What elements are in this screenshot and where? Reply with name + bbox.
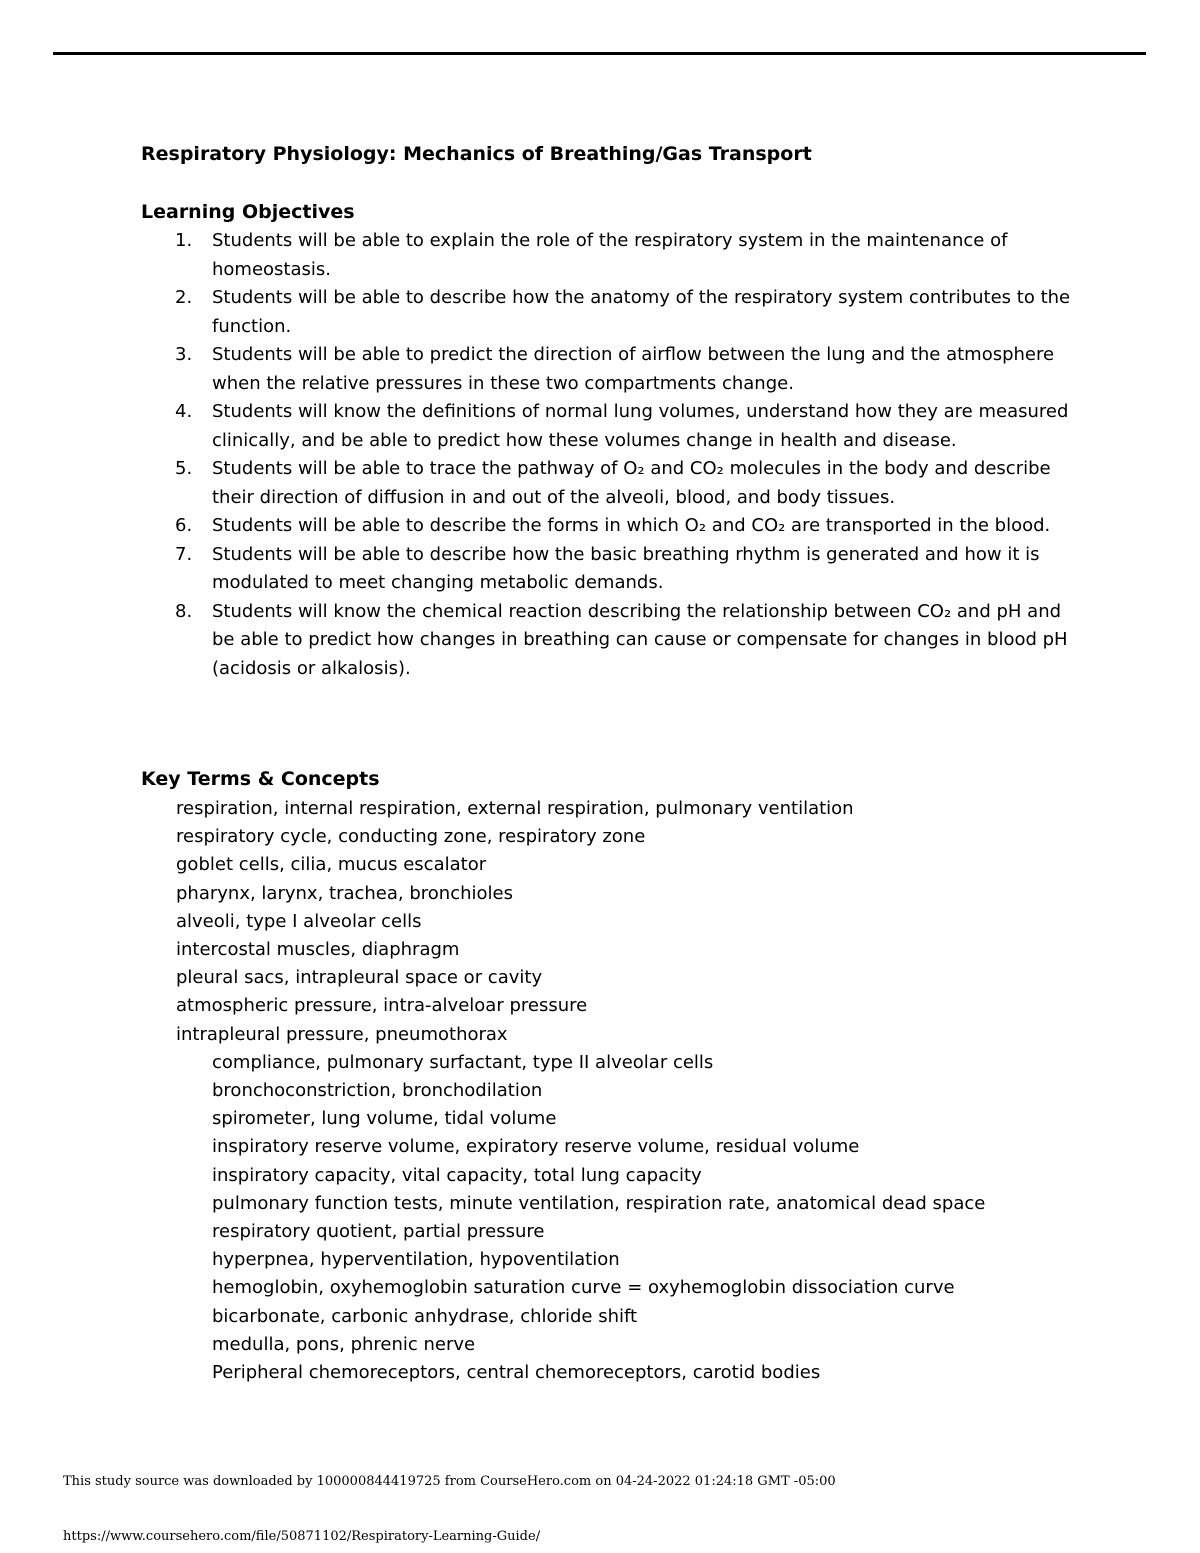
key-term-line: alveoli, type I alveolar cells	[176, 910, 422, 932]
objective-item	[141, 227, 1081, 284]
objective-number: 3.	[175, 344, 193, 365]
objective-text: Students will be able to describe how the basic breathing rhythm is generated and how it is modulated to meet changing metabolic demands.	[212, 543, 1040, 593]
objective-number: 7.	[175, 543, 193, 565]
objective-number: 4.	[175, 401, 193, 422]
key-term-line: intercostal muscles, diaphragm	[176, 939, 460, 961]
key-terms-heading: Key Terms & Concepts	[141, 768, 380, 790]
objective-item	[141, 341, 1081, 398]
key-term-subline: hemoglobin, oxyhemoglobin saturation curve = oxyhemoglobin dissociation curve	[212, 1277, 955, 1299]
key-term-subline: pulmonary function tests, minute ventilation, respiration rate, anatomical dead space	[212, 1192, 986, 1214]
key-term-line: intrapleural pressure, pneumothorax	[176, 1023, 508, 1045]
objective-item	[141, 512, 1081, 541]
key-term-subline: bicarbonate, carbonic anhydrase, chloride shift	[212, 1305, 638, 1327]
key-term-line: atmospheric pressure, intra-alveloar pressure	[176, 995, 588, 1017]
objective-number: 8.	[175, 600, 193, 622]
key-term-subline: Peripheral chemoreceptors, central chemoreceptors, carotid bodies	[212, 1362, 821, 1384]
objective-item	[141, 541, 1081, 598]
key-term-subline: respiratory quotient, partial pressure	[212, 1221, 545, 1243]
key-terms-list	[0, 795, 1200, 1387]
source-url-link[interactable]: https://www.coursehero.com/file/50871102/Respiratory-Learning-Guide/	[63, 1529, 541, 1544]
key-term-line: goblet cells, cilia, mucus escalator	[176, 854, 487, 876]
objective-text: Students will know the definitions of normal lung volumes, understand how they are measured clinically, and be able to predict how these volumes change in health and disease.	[212, 401, 1069, 451]
download-notice: This study source was downloaded by 100000844419725 from CourseHero.com on 04-24-2022 01:24:18 GMT -05:00	[63, 1474, 836, 1489]
objective-item	[141, 284, 1081, 341]
objective-number: 1.	[175, 230, 193, 251]
objective-text: Students will be able to explain the role of the respiratory system in the maintenance of homeostasis.	[212, 230, 1008, 280]
objective-text: Students will know the chemical reaction describing the relationship between CO₂ and pH and be able to predict how changes in breathing can cause or compensate for changes in blood pH (acidosis or alkalosis).	[212, 600, 1068, 679]
objective-item	[141, 598, 1081, 684]
key-term-subline: medulla, pons, phrenic nerve	[212, 1333, 476, 1355]
document-title: Respiratory Physiology: Mechanics of Breathing/Gas Transport	[141, 143, 812, 165]
objective-text: Students will be able to trace the pathway of O₂ and CO₂ molecules in the body and describe their direction of diffusion in and out of the alveoli, blood, and body tissues.	[212, 458, 1051, 508]
objective-item	[141, 455, 1081, 512]
key-term-subline: spirometer, lung volume, tidal volume	[212, 1108, 557, 1130]
objectives-heading: Learning Objectives	[141, 201, 355, 223]
key-term-subline: compliance, pulmonary surfactant, type II alveolar cells	[212, 1051, 714, 1073]
key-term-subline: hyperpnea, hyperventilation, hypoventilation	[212, 1249, 620, 1271]
top-horizontal-rule	[53, 52, 1146, 55]
objective-text: Students will be able to predict the direction of airflow between the lung and the atmosphere when the relative pressures in these two compartments change.	[212, 344, 1055, 394]
key-term-subline: inspiratory capacity, vital capacity, total lung capacity	[212, 1164, 702, 1186]
key-term-line: respiratory cycle, conducting zone, respiratory zone	[176, 826, 646, 848]
key-term-subline: bronchoconstriction, bronchodilation	[212, 1080, 543, 1102]
objectives-list	[141, 227, 1081, 683]
key-term-line: pleural sacs, intrapleural space or cavity	[176, 967, 543, 989]
objective-number: 2.	[175, 287, 193, 308]
objective-text: Students will be able to describe how the anatomy of the respiratory system contributes to the function.	[212, 287, 1071, 337]
objective-number: 5.	[175, 458, 193, 479]
objective-number: 6.	[175, 515, 193, 536]
key-term-line: pharynx, larynx, trachea, bronchioles	[176, 882, 513, 904]
key-term-line: respiration, internal respiration, external respiration, pulmonary ventilation	[176, 798, 854, 819]
objective-text: Students will be able to describe the forms in which O₂ and CO₂ are transported in the blood.	[212, 515, 1051, 536]
key-term-subline: inspiratory reserve volume, expiratory reserve volume, residual volume	[212, 1136, 860, 1158]
objective-item	[141, 398, 1081, 455]
